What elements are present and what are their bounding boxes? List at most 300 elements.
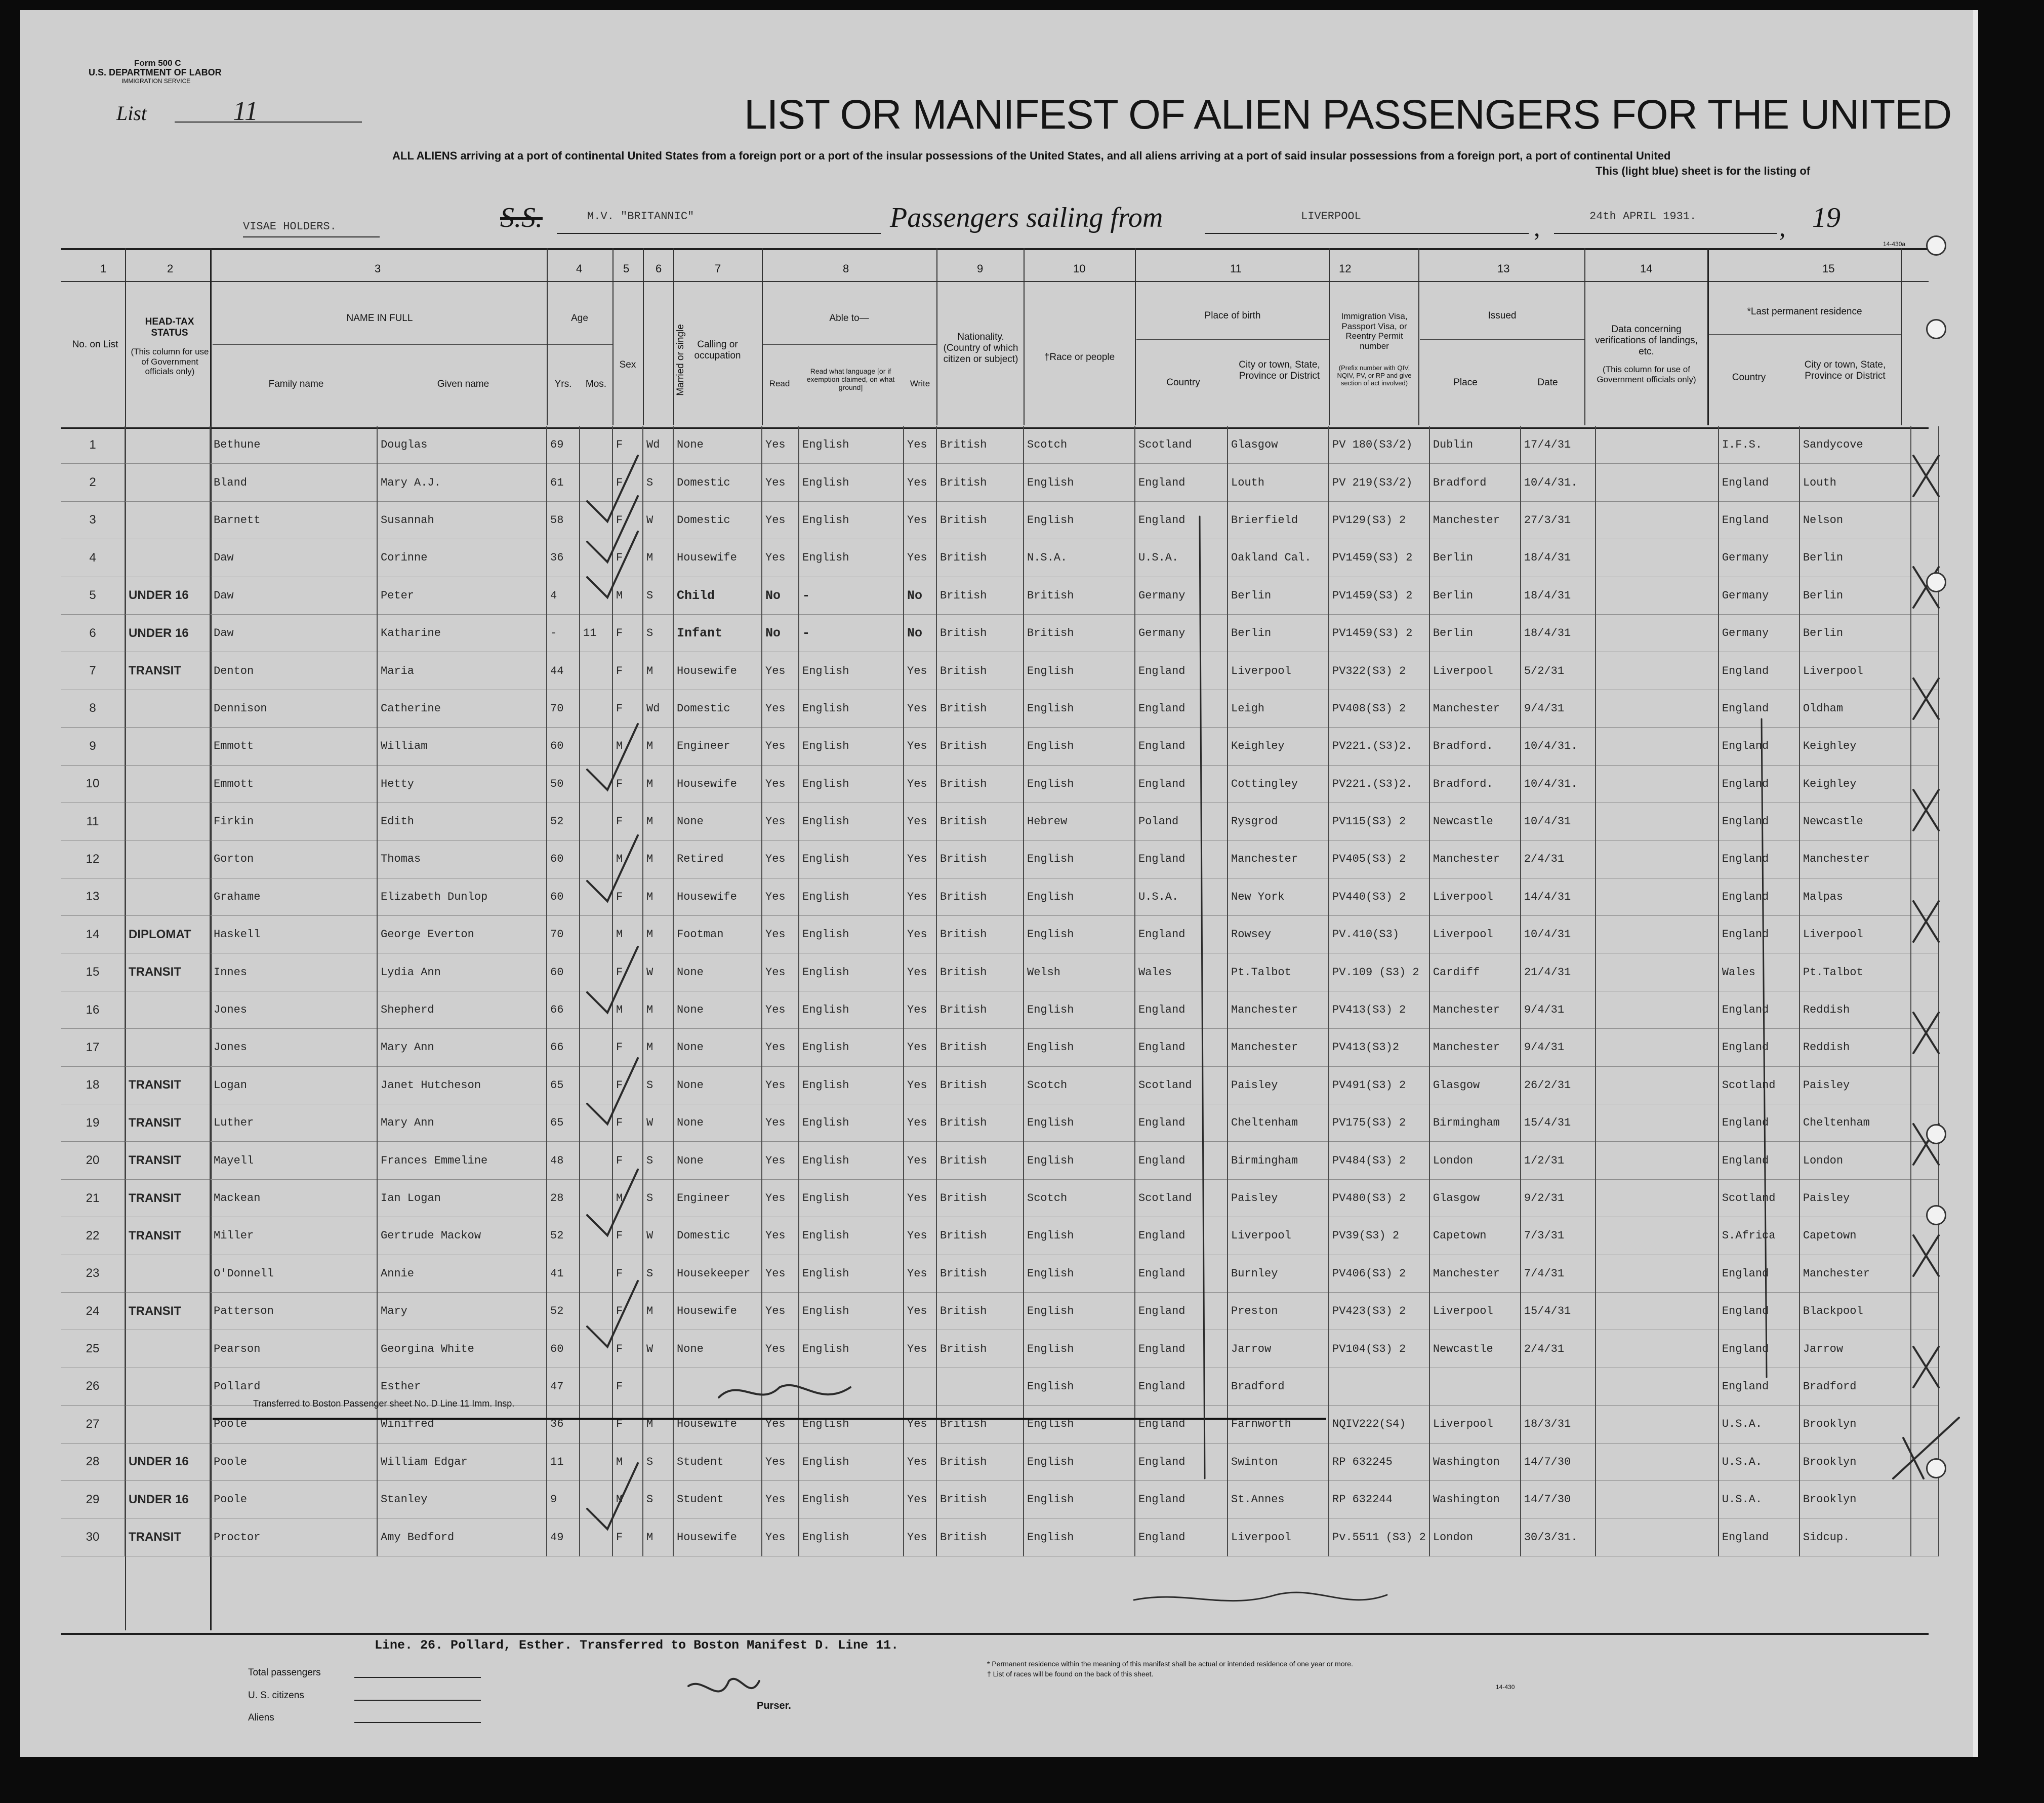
- cell-idate: 14/7/30: [1521, 1443, 1596, 1480]
- binding-hole: [1926, 1124, 1946, 1144]
- cell-read: Yes: [762, 991, 799, 1028]
- cell-family: Emmott: [210, 728, 377, 765]
- cell-tax: TRANSIT: [125, 1142, 210, 1179]
- cell-family: Dennison: [210, 690, 377, 727]
- cell-no: 9: [61, 728, 125, 765]
- cell-bcountry: England: [1135, 1255, 1228, 1292]
- cell-given: Elizabeth Dunlop: [377, 878, 547, 915]
- cell-ms: M: [643, 539, 673, 577]
- cell-bcity: Oakland Cal.: [1228, 539, 1329, 577]
- cell-tax: UNDER 16: [125, 1480, 210, 1518]
- cell-race: English: [1024, 1217, 1135, 1255]
- cell-race: English: [1024, 1443, 1135, 1480]
- cell-occ: None: [673, 426, 762, 464]
- cell-iplace: London: [1429, 1518, 1521, 1556]
- cell-visa: PV 219(S3/2): [1329, 464, 1429, 501]
- cell-ms: M: [643, 803, 673, 840]
- cell-yrs: 52: [547, 1217, 580, 1255]
- cell-nat: British: [936, 1480, 1024, 1518]
- cell-bcity: Swinton: [1228, 1443, 1329, 1480]
- cell-occ: Housewife: [673, 765, 762, 803]
- cell-ms: M: [643, 991, 673, 1028]
- cell-rcountry: England: [1719, 991, 1800, 1028]
- cell-family: Miller: [210, 1217, 377, 1255]
- cell-sex: F: [612, 1255, 643, 1292]
- cell-sex: F: [612, 539, 643, 577]
- cell-yrs: 28: [547, 1179, 580, 1217]
- cell-bcountry: England: [1135, 1443, 1228, 1480]
- cell-ms: S: [643, 1255, 673, 1292]
- cell-race: English: [1024, 1255, 1135, 1292]
- cell-bcity: Cottingley: [1228, 765, 1329, 803]
- hdr-verifications: Data concerning verifications of landings, etc.: [1595, 324, 1698, 357]
- cell-sex: M: [612, 840, 643, 878]
- cell-yrs: 52: [547, 803, 580, 840]
- cell-given: Catherine: [377, 690, 547, 727]
- sailing-date: 24th APRIL 1931.: [1589, 210, 1697, 223]
- cell-write: Yes: [904, 1292, 936, 1330]
- cell-rcity: Berlin: [1800, 577, 1911, 614]
- cell-read: Yes: [762, 1104, 799, 1142]
- cell-nat: British: [936, 464, 1024, 501]
- cell-no: 21: [61, 1179, 125, 1217]
- cell-iplace: Liverpool: [1429, 878, 1521, 915]
- cell-race: Hebrew: [1024, 803, 1135, 840]
- ss-label: S.S.: [500, 202, 543, 233]
- cell-ms: M: [643, 652, 673, 690]
- cell-family: Daw: [210, 539, 377, 577]
- cell-visa: PV440(S3) 2: [1329, 878, 1429, 915]
- cell-no: 13: [61, 878, 125, 915]
- footer-code: 14-430: [1496, 1684, 1515, 1691]
- cell-sex: F: [612, 803, 643, 840]
- cell-yrs: 50: [547, 765, 580, 803]
- cell-nat: British: [936, 1255, 1024, 1292]
- cell-rcountry: England: [1719, 1330, 1800, 1368]
- cell-rcity: Brooklyn: [1800, 1406, 1911, 1443]
- cell-read: Yes: [762, 765, 799, 803]
- cell-bcity: Keighley: [1228, 728, 1329, 765]
- cell-sex: F: [612, 1142, 643, 1179]
- cell-read: Yes: [762, 1292, 799, 1330]
- check-mark: [587, 532, 638, 597]
- cell-no: 30: [61, 1518, 125, 1556]
- cell-occ: Housekeeper: [673, 1255, 762, 1292]
- footer-aliens: Aliens: [248, 1712, 274, 1723]
- cell-given: George Everton: [377, 916, 547, 953]
- cell-rcity: Cheltenham: [1800, 1104, 1911, 1142]
- cell-visa: PV39(S3) 2: [1329, 1217, 1429, 1255]
- ship-name: M.V. "BRITANNIC": [587, 210, 694, 223]
- cell-rcountry: England: [1719, 1104, 1800, 1142]
- cell-ms: W: [643, 1217, 673, 1255]
- cell-tax: TRANSIT: [125, 1104, 210, 1142]
- col-num-6: 6: [656, 262, 662, 275]
- cell-rcity: Reddish: [1800, 1029, 1911, 1066]
- cell-bcity: Liverpool: [1228, 1518, 1329, 1556]
- cell-occ: Child: [673, 577, 762, 614]
- cell-iplace: Berlin: [1429, 577, 1521, 614]
- cell-visa: RP 632244: [1329, 1480, 1429, 1518]
- cell-iplace: Newcastle: [1429, 803, 1521, 840]
- cell-write: Yes: [904, 1443, 936, 1480]
- cell-given: Edith: [377, 803, 547, 840]
- col-num-8: 8: [843, 262, 849, 275]
- cell-given: Esther: [377, 1368, 547, 1405]
- cell-sex: M: [612, 916, 643, 953]
- cell-visa: PV129(S3) 2: [1329, 501, 1429, 539]
- cell-write: Yes: [904, 1518, 936, 1556]
- cell-rcity: Capetown: [1800, 1217, 1911, 1255]
- cell-yrs: 60: [547, 1330, 580, 1368]
- cell-occ: Infant: [673, 614, 762, 652]
- cell-rcity: Paisley: [1800, 1066, 1911, 1104]
- cell-family: Daw: [210, 614, 377, 652]
- cell-iplace: Manchester: [1429, 991, 1521, 1028]
- subtitle-line-1: ALL ALIENS arriving at a port of continental United States from a foreign port or a port of the insular possessions of the United States, and all aliens arriving at a port of said insular possessions from a foreign port, a port of continental United: [392, 149, 1671, 162]
- cell-visa: PV484(S3) 2: [1329, 1142, 1429, 1179]
- cell-race: Welsh: [1024, 953, 1135, 991]
- cell-tax: TRANSIT: [125, 953, 210, 991]
- check-mark: [587, 1170, 638, 1235]
- cell-nat: British: [936, 1217, 1024, 1255]
- cell-occ: Student: [673, 1443, 762, 1480]
- cell-given: Stanley: [377, 1480, 547, 1518]
- cell-ms: M: [643, 916, 673, 953]
- cell-yrs: 61: [547, 464, 580, 501]
- cell-write: Yes: [904, 1104, 936, 1142]
- cell-family: Barnett: [210, 501, 377, 539]
- cell-ms: M: [643, 840, 673, 878]
- cell-idate: 7/4/31: [1521, 1255, 1596, 1292]
- col-num-7: 7: [715, 262, 721, 275]
- cell-tax: TRANSIT: [125, 1292, 210, 1330]
- cell-rcountry: England: [1719, 1255, 1800, 1292]
- cell-sex: F: [612, 690, 643, 727]
- cell-family: Patterson: [210, 1292, 377, 1330]
- cell-family: Bethune: [210, 426, 377, 464]
- cell-rcity: Manchester: [1800, 840, 1911, 878]
- cell-bcity: Burnley: [1228, 1255, 1329, 1292]
- cell-ms: M: [643, 728, 673, 765]
- cell-iplace: Bradford.: [1429, 728, 1521, 765]
- handwriting-overlay: [20, 10, 1973, 1757]
- footer-us-citizens: U. S. citizens: [248, 1690, 304, 1701]
- cell-race: British: [1024, 577, 1135, 614]
- hdr-visa-note: (Prefix number with QIV, NQIV, PV, or RP and give section of act involved): [1337, 364, 1412, 387]
- cell-visa: PV1459(S3) 2: [1329, 614, 1429, 652]
- cell-bcountry: England: [1135, 1217, 1228, 1255]
- cell-read: Yes: [762, 1029, 799, 1066]
- cell-occ: None: [673, 1029, 762, 1066]
- cell-sex: F: [612, 1406, 643, 1443]
- cell-sex: M: [612, 1179, 643, 1217]
- cell-bcountry: England: [1135, 1142, 1228, 1179]
- cell-write: Yes: [904, 916, 936, 953]
- cell-nat: British: [936, 1330, 1024, 1368]
- cell-family: Firkin: [210, 803, 377, 840]
- department: U.S. DEPARTMENT OF LABOR: [89, 67, 222, 77]
- cell-given: Georgina White: [377, 1330, 547, 1368]
- cell-rcountry: England: [1719, 1518, 1800, 1556]
- cell-iplace: Bradford.: [1429, 765, 1521, 803]
- cell-write: Yes: [904, 1255, 936, 1292]
- list-label: List: [116, 102, 147, 125]
- cell-yrs: 36: [547, 539, 580, 577]
- cell-rcity: Sandycove: [1800, 426, 1911, 464]
- col-num-2: 2: [167, 262, 174, 275]
- cell-lang: English: [799, 1330, 904, 1368]
- cell-lang: English: [799, 728, 904, 765]
- cell-write: Yes: [904, 464, 936, 501]
- cell-given: Winifred: [377, 1406, 547, 1443]
- cell-tax: TRANSIT: [125, 1518, 210, 1556]
- cell-iplace: Berlin: [1429, 539, 1521, 577]
- x-mark: [1913, 456, 1939, 496]
- cell-rcountry: U.S.A.: [1719, 1480, 1800, 1518]
- cell-write: Yes: [904, 728, 936, 765]
- footer-total-passengers: Total passengers: [248, 1667, 321, 1678]
- cell-race: English: [1024, 501, 1135, 539]
- cell-bcity: Preston: [1228, 1292, 1329, 1330]
- cell-rcity: Keighley: [1800, 765, 1911, 803]
- cell-rcity: Brooklyn: [1800, 1480, 1911, 1518]
- cell-visa: PV406(S3) 2: [1329, 1255, 1429, 1292]
- hdr-calling: Calling or occupation: [694, 339, 741, 361]
- cell-write: Yes: [904, 652, 936, 690]
- cell-given: Susannah: [377, 501, 547, 539]
- cell-occ: Housewife: [673, 539, 762, 577]
- cell-idate: 10/4/31.: [1521, 728, 1596, 765]
- col-num-1: 1: [100, 262, 107, 275]
- cell-lang: English: [799, 1104, 904, 1142]
- cell-family: Poole: [210, 1480, 377, 1518]
- cell-ms: W: [643, 953, 673, 991]
- cell-rcountry: Wales: [1719, 953, 1800, 991]
- cell-bcountry: U.S.A.: [1135, 878, 1228, 915]
- cell-ms: M: [643, 1292, 673, 1330]
- cell-nat: British: [936, 690, 1024, 727]
- cell-sex: F: [612, 464, 643, 501]
- hdr-birth-city: City or town, State, Province or District: [1239, 359, 1320, 381]
- binding-hole: [1926, 235, 1946, 256]
- hdr-verif-note: (This column for use of Government officials only): [1597, 365, 1696, 384]
- cell-nat: British: [936, 652, 1024, 690]
- cell-read: Yes: [762, 464, 799, 501]
- cell-rcity: Louth: [1800, 464, 1911, 501]
- cell-race: English: [1024, 728, 1135, 765]
- cell-ms: S: [643, 1066, 673, 1104]
- cell-write: Yes: [904, 1179, 936, 1217]
- cell-tax: UNDER 16: [125, 1443, 210, 1480]
- col-num-5: 5: [623, 262, 630, 275]
- cell-ms: S: [643, 614, 673, 652]
- cell-ms: M: [643, 1029, 673, 1066]
- cell-read: Yes: [762, 803, 799, 840]
- cell-no: 25: [61, 1330, 125, 1368]
- cell-write: Yes: [904, 1066, 936, 1104]
- col-num-11: 11: [1230, 262, 1242, 275]
- cell-rcity: Blackpool: [1800, 1292, 1911, 1330]
- cell-lang: English: [799, 1142, 904, 1179]
- cell-no: 18: [61, 1066, 125, 1104]
- cell-occ: Retired: [673, 840, 762, 878]
- cell-rcountry: S.Africa: [1719, 1217, 1800, 1255]
- cell-nat: British: [936, 1406, 1024, 1443]
- cell-write: Yes: [904, 539, 936, 577]
- cell-iplace: Manchester: [1429, 1255, 1521, 1292]
- cell-given: Maria: [377, 652, 547, 690]
- hdr-nationality: Nationality. (Country of which citizen or subject): [943, 332, 1018, 365]
- cell-rcountry: England: [1719, 765, 1800, 803]
- cell-write: Yes: [904, 1480, 936, 1518]
- hdr-given-name: Given name: [437, 379, 489, 389]
- cell-yrs: 60: [547, 953, 580, 991]
- cell-nat: British: [936, 878, 1024, 915]
- cell-yrs: 47: [547, 1368, 580, 1405]
- cell-bcountry: Germany: [1135, 614, 1228, 652]
- cell-idate: 14/4/31: [1521, 878, 1596, 915]
- cell-ms: W: [643, 1104, 673, 1142]
- hdr-head-tax-note: (This column for use of Government officials only): [131, 347, 209, 377]
- cell-rcountry: England: [1719, 916, 1800, 953]
- col-num-9: 9: [977, 262, 984, 275]
- cell-idate: 2/4/31: [1521, 1330, 1596, 1368]
- cell-no: 1: [61, 426, 125, 464]
- form-number: Form 500 C: [134, 58, 181, 68]
- cell-lang: English: [799, 1029, 904, 1066]
- cell-write: Yes: [904, 1142, 936, 1179]
- cell-bcity: Berlin: [1228, 614, 1329, 652]
- cell-rcity: Brooklyn: [1800, 1443, 1911, 1480]
- cell-iplace: Washington: [1429, 1443, 1521, 1480]
- cell-read: Yes: [762, 878, 799, 915]
- manifest-title: LIST OR MANIFEST OF ALIEN PASSENGERS FOR THE UNITED: [744, 92, 1952, 138]
- cell-race: Scotch: [1024, 1179, 1135, 1217]
- cell-read: Yes: [762, 1066, 799, 1104]
- year-prefix: 19: [1812, 202, 1841, 233]
- cell-no: 26: [61, 1368, 125, 1405]
- cell-lang: English: [799, 916, 904, 953]
- cell-rcity: Berlin: [1800, 539, 1911, 577]
- cell-no: 19: [61, 1104, 125, 1142]
- cell-rcountry: Germany: [1719, 577, 1800, 614]
- cell-rcity: Paisley: [1800, 1179, 1911, 1217]
- x-mark: [1913, 1013, 1939, 1053]
- cell-given: Janet Hutcheson: [377, 1066, 547, 1104]
- x-mark: [1913, 790, 1939, 830]
- cell-family: Haskell: [210, 916, 377, 953]
- cell-bcity: St.Annes: [1228, 1480, 1329, 1518]
- cell-rcountry: U.S.A.: [1719, 1443, 1800, 1480]
- cell-visa: PV1459(S3) 2: [1329, 539, 1429, 577]
- cell-nat: British: [936, 1029, 1024, 1066]
- subtitle-line-2: This (light blue) sheet is for the listing of: [1596, 165, 1811, 177]
- cell-given: Amy Bedford: [377, 1518, 547, 1556]
- cell-sex: F: [612, 878, 643, 915]
- cell-idate: 30/3/31.: [1521, 1518, 1596, 1556]
- cell-rcountry: England: [1719, 878, 1800, 915]
- hdr-name-in-full: NAME IN FULL: [346, 313, 413, 324]
- cell-occ: None: [673, 1066, 762, 1104]
- cell-sex: F: [612, 614, 643, 652]
- cell-no: 29: [61, 1480, 125, 1518]
- cell-given: Ian Logan: [377, 1179, 547, 1217]
- cell-iplace: Liverpool: [1429, 1292, 1521, 1330]
- cell-tax: DIPLOMAT: [125, 916, 210, 953]
- cell-write: Yes: [904, 1029, 936, 1066]
- cell-occ: Student: [673, 1480, 762, 1518]
- cell-nat: British: [936, 728, 1024, 765]
- cell-given: Shepherd: [377, 991, 547, 1028]
- cell-yrs: 70: [547, 690, 580, 727]
- cell-lang: English: [799, 1066, 904, 1104]
- cell-iplace: Liverpool: [1429, 652, 1521, 690]
- cell-no: 7: [61, 652, 125, 690]
- cell-iplace: Manchester: [1429, 501, 1521, 539]
- cell-idate: 9/4/31: [1521, 991, 1596, 1028]
- cell-rcity: Nelson: [1800, 501, 1911, 539]
- cell-rcity: Pt.Talbot: [1800, 953, 1911, 991]
- cell-write: Yes: [904, 878, 936, 915]
- cell-family: Jones: [210, 1029, 377, 1066]
- cell-ms: M: [643, 1518, 673, 1556]
- cell-iplace: Berlin: [1429, 614, 1521, 652]
- cell-no: 23: [61, 1255, 125, 1292]
- cell-sex: F: [612, 426, 643, 464]
- cell-given: Thomas: [377, 840, 547, 878]
- cell-rcity: Berlin: [1800, 614, 1911, 652]
- cell-bcountry: England: [1135, 1029, 1228, 1066]
- cell-family: Logan: [210, 1066, 377, 1104]
- hdr-no-on-list: No. on List: [72, 339, 118, 350]
- cell-visa: PV413(S3)2: [1329, 1029, 1429, 1066]
- cell-sex: F: [612, 765, 643, 803]
- col-num-13: 13: [1497, 262, 1510, 275]
- cell-race: British: [1024, 614, 1135, 652]
- cell-sex: F: [612, 1292, 643, 1330]
- cell-ms: M: [643, 878, 673, 915]
- cell-no: 20: [61, 1142, 125, 1179]
- cell-occ: Footman: [673, 916, 762, 953]
- cell-bcity: Liverpool: [1228, 652, 1329, 690]
- cell-nat: British: [936, 916, 1024, 953]
- cell-occ: Housewife: [673, 652, 762, 690]
- cell-iplace: Manchester: [1429, 1029, 1521, 1066]
- cell-idate: 27/3/31: [1521, 501, 1596, 539]
- col-num-3: 3: [375, 262, 381, 275]
- cell-bcity: Brierfield: [1228, 501, 1329, 539]
- cell-read: Yes: [762, 1217, 799, 1255]
- cell-write: Yes: [904, 765, 936, 803]
- cell-sex: F: [612, 1029, 643, 1066]
- cell-bcountry: England: [1135, 464, 1228, 501]
- cell-no: 17: [61, 1029, 125, 1066]
- cell-write: Yes: [904, 1406, 936, 1443]
- cell-rcountry: England: [1719, 803, 1800, 840]
- check-mark: [587, 947, 638, 1013]
- cell-ms: S: [643, 464, 673, 501]
- cell-race: English: [1024, 1480, 1135, 1518]
- cell-bcity: Bradford: [1228, 1368, 1329, 1405]
- cell-sex: F: [612, 652, 643, 690]
- cell-race: English: [1024, 1142, 1135, 1179]
- cell-rcountry: England: [1719, 728, 1800, 765]
- hdr-write: Write: [910, 379, 930, 388]
- cell-yrs: 60: [547, 728, 580, 765]
- cell-lang: English: [799, 765, 904, 803]
- cell-visa: NQIV222(S4): [1329, 1406, 1429, 1443]
